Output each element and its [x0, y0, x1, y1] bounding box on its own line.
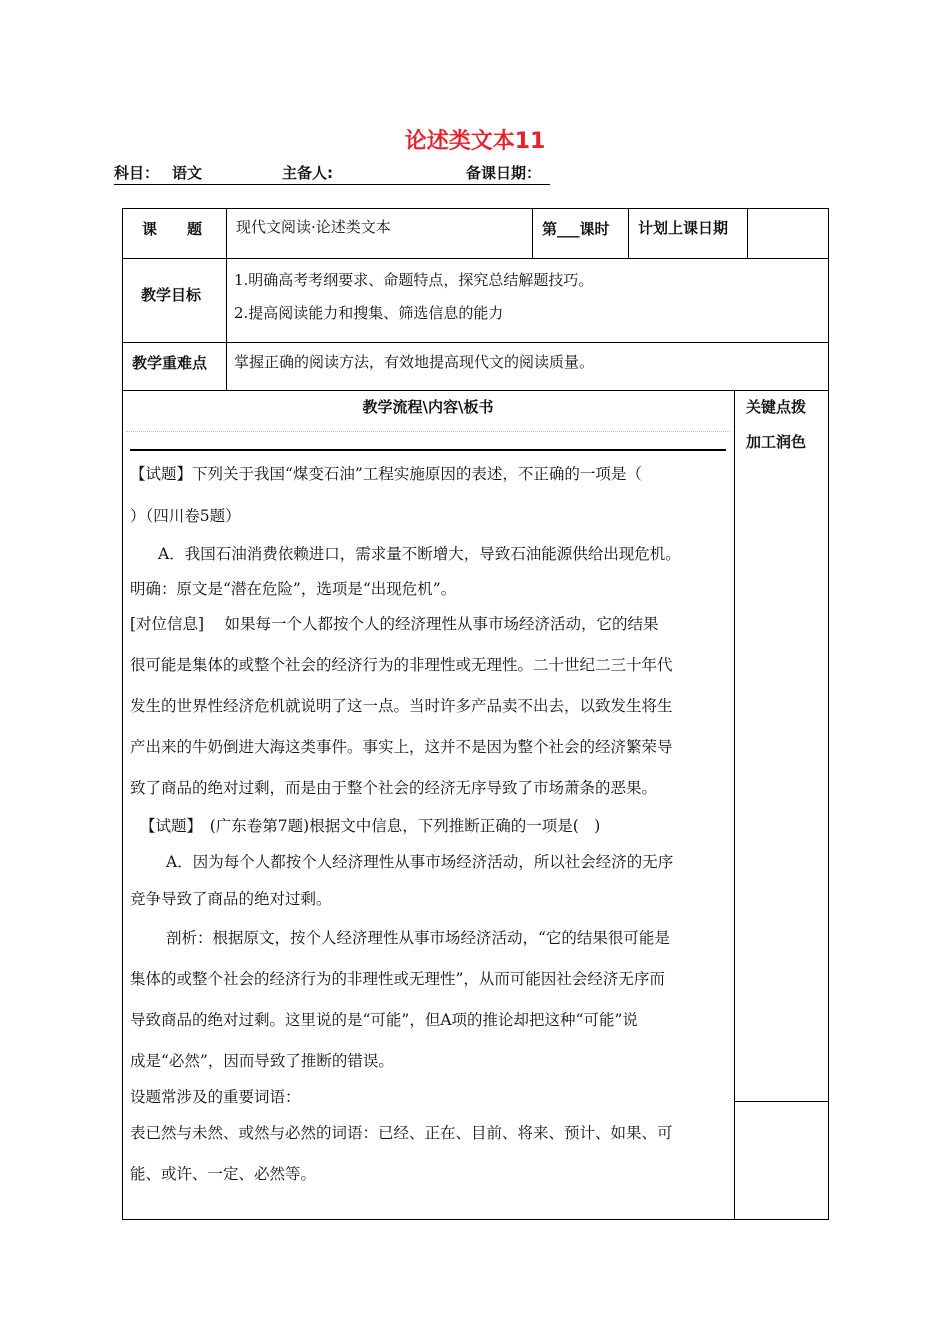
meta-line	[114, 162, 550, 185]
subject-value: 语文	[172, 164, 203, 182]
content-line: 明确：原文是“潜在危险”，选项是“出现危机”。	[130, 580, 457, 598]
content-line: 成是“必然”，因而导致了推断的错误。	[130, 1052, 394, 1070]
content-line: ）（四川卷5题）	[130, 507, 241, 525]
goal-item-2: 2.提高阅读能力和搜集、筛选信息的能力	[234, 304, 504, 322]
row-divider	[122, 342, 829, 343]
content-line: 竞争导致了商品的绝对过剩。	[130, 890, 332, 908]
key-difficulty-label: 教学重难点	[132, 354, 208, 372]
plan-date-label: 计划上课日期	[638, 219, 729, 237]
content-line: 设题常涉及的重要词语：	[130, 1088, 301, 1106]
goal-item-1: 1.明确高考考纲要求、命题特点，探究总结解题技巧。	[234, 271, 594, 289]
content-rule	[130, 449, 726, 451]
col-divider	[747, 208, 748, 258]
key-difficulty-value: 掌握正确的阅读方法，有效地提高现代文的阅读质量。	[234, 353, 595, 371]
content-line: A．因为每个人都按个人经济理性从事市场经济活动，所以社会经济的无序	[166, 853, 674, 871]
content-line: 剖析：根据原文，按个人经济理性从事市场经济活动，“它的结果很可能是	[166, 929, 670, 947]
content-line: 产出来的牛奶倒进大海这类事件。事实上，这并不是因为整个社会的经济繁荣导	[130, 738, 673, 756]
dotted-divider	[126, 431, 730, 432]
side-label-hint: 关键点拨	[746, 398, 807, 416]
content-line: 发生的世界性经济危机就说明了这一点。当时许多产品卖不出去，以致发生将生	[130, 697, 673, 715]
side-label-polish: 加工润色	[746, 433, 807, 451]
subject-label: 科目：	[114, 164, 160, 182]
content-line: A．我国石油消费依赖进口，需求量不断增大，导致石油能源供给出现危机。	[158, 545, 681, 563]
content-line: 集体的或整个社会的经济行为的非理性或无理性”，从而可能因社会经济无序而	[130, 970, 665, 988]
content-line: 表已然与未然、或然与必然的词语：已经、正在、目前、将来、预计、如果、可	[130, 1124, 673, 1142]
content-line: 【试题】下列关于我国“煤变石油”工程实施原因的表述，不正确的一项是（	[130, 465, 642, 483]
side-divider	[734, 1101, 829, 1102]
content-line: 【试题】 (广东卷第7题)根据文中信息，下列推断正确的一项是( )	[140, 817, 601, 835]
preparer-label: 主备人:	[282, 164, 333, 182]
content-line: 很可能是集体的或整个社会的经济行为的非理性或无理性。二十世纪二三十年代	[130, 656, 673, 674]
col-divider	[532, 208, 533, 258]
content-line: 导致商品的绝对过剩。这里说的是“可能”，但A项的推论却把这种“可能”说	[130, 1011, 638, 1029]
col-divider	[734, 390, 735, 1220]
document-title: 论述类文本11	[404, 129, 546, 154]
goal-label: 教学目标	[141, 286, 202, 304]
col-divider	[628, 208, 629, 258]
content-line: [对位信息] 如果每一个人都按个人的经济理性从事市场经济活动，它的结果	[130, 615, 659, 633]
period-label: 第___课时	[542, 220, 610, 238]
row-divider	[122, 258, 829, 259]
row-divider	[122, 390, 829, 391]
topic-value: 现代文阅读·论述类文本	[236, 218, 391, 236]
content-line: 致了商品的绝对过剩，而是由于整个社会的经济无序导致了市场萧条的恶果。	[130, 779, 658, 797]
flow-header: 教学流程\内容\板书	[362, 398, 494, 416]
content-line: 能、或许、一定、必然等。	[130, 1165, 317, 1183]
col-divider	[226, 208, 227, 390]
date-label: 备课日期：	[466, 164, 542, 182]
topic-label: 课 题	[142, 220, 203, 238]
